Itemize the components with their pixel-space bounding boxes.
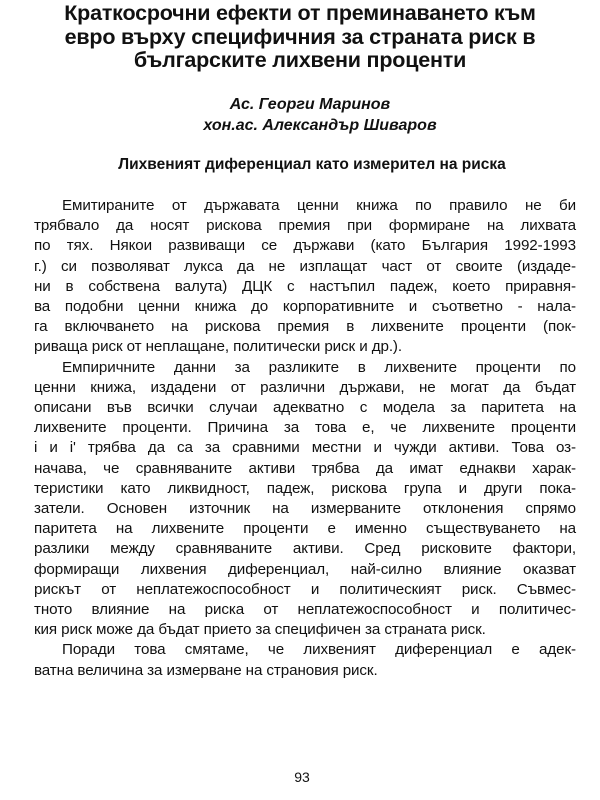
text-line: тното влияние на риска от неплатежоспособност и политичес- — [34, 601, 576, 619]
paragraph — [34, 640, 576, 680]
text-line: ценни книжа, издадени от различни държави, не могат да бъдат — [34, 378, 576, 396]
text-line: г.) си позволяват лукса да не изплащат част от своите (издаде- — [34, 257, 576, 275]
page-number: 93 — [294, 769, 310, 785]
text-line: разлики между сравняваните активи. Сред рисковите фактори, — [34, 540, 576, 558]
title-line: Краткосрочни ефекти от преминаването към — [64, 1, 536, 25]
text-line: кия риск може да бъдат прието за специфичен за страната риск. — [34, 621, 486, 639]
text-line: ни в собствена валута) ДЦК с настъпил падеж, което приравня- — [34, 277, 576, 295]
text-line: начава, че сравняваните активи трябва да имат еднакви харак- — [34, 459, 576, 477]
text-line: ва подобни ценни книжа до корпоративните и съответно - нала- — [34, 298, 576, 316]
text-line: Поради това смятаме, че лихвеният диференциал е адек- — [62, 641, 576, 659]
text-line: риваща риск от неплащане, политически риск и др.). — [34, 338, 403, 356]
paragraph — [34, 358, 576, 641]
author-name: Ас. Георги Маринов — [229, 96, 391, 113]
text-line: Емитираните от държавата ценни книжа по правило не би — [62, 197, 576, 214]
text-line: по тях. Някои развиващи се държави (като България 1992-1993 — [34, 237, 576, 255]
text-line: ватна величина за измерване на страновия риск. — [34, 661, 378, 679]
text-line: описани във всички случаи адекватно с модела за паритета на — [34, 399, 576, 417]
paper-title — [20, 2, 580, 73]
text-line: га включването на рискова премия в лихвените проценти (пок- — [34, 318, 576, 336]
text-line: лихвените проценти. Причина за това е, че лихвените проценти — [34, 419, 576, 437]
text-line: паритета на лихвените проценти е именно съществуването на — [34, 520, 576, 538]
title-line: евро върху специфичния за страната риск в — [64, 24, 536, 49]
text-line: теристики като ликвидност, падеж, рискова група и други пока- — [34, 479, 576, 497]
text-line: трябвало да носят рискова премия при формиране на лихвата — [34, 217, 576, 235]
text-line: Емпиричните данни за разликите в лихвените проценти по — [62, 358, 576, 376]
text-line: затели. Основен източник на измерваните отклонения спрямо — [34, 500, 576, 518]
title-line: българските лихвени проценти — [133, 48, 467, 72]
author-name: хон.ас. Александър Шиваров — [203, 117, 437, 134]
author-list — [0, 94, 600, 136]
text-line: i и i' трябва да са за сравними местни и чужди активи. Това оз- — [34, 439, 576, 457]
paragraph — [34, 196, 576, 358]
section-heading: Лихвеният диференциал като измерител на риска — [118, 156, 506, 173]
text-line: рискът от неплатежоспособност и политическият риск. Съвмес- — [34, 580, 576, 598]
text-line: формиращи лихвения диференциал, най-силно влияние оказват — [34, 560, 576, 578]
body-text — [34, 196, 576, 681]
